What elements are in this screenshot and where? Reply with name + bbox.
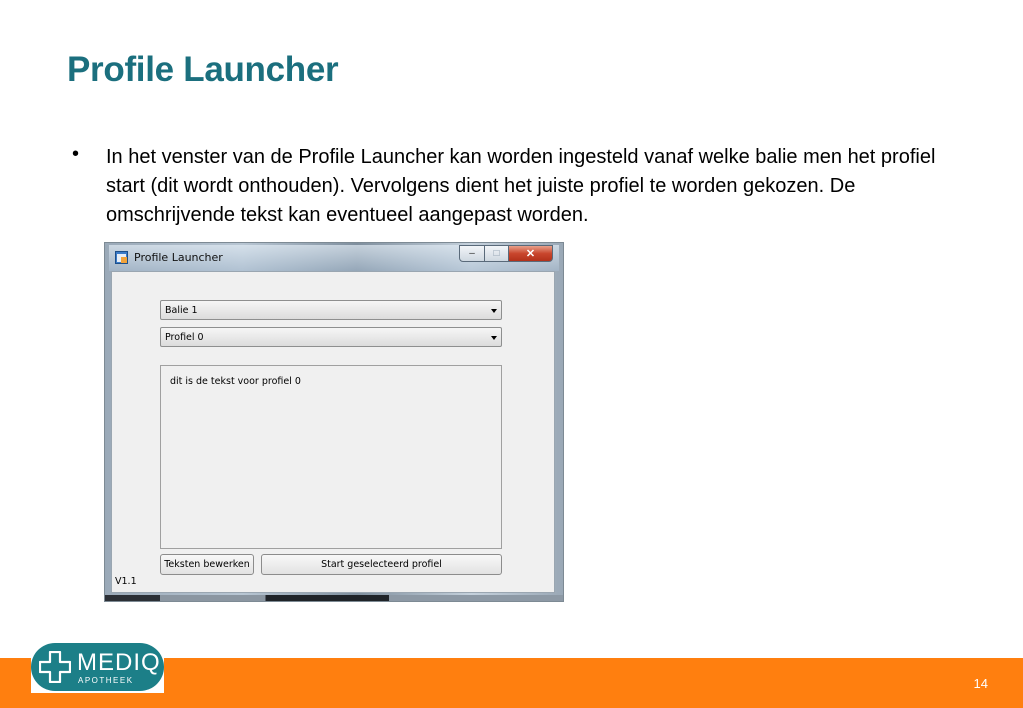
- profiel-select[interactable]: [160, 327, 502, 347]
- app-window-icon: [115, 251, 128, 264]
- background-taskbar-strip: [105, 595, 563, 601]
- logo-word: MEDIQ: [77, 649, 161, 676]
- close-icon: ✕: [525, 248, 536, 260]
- window-title: Profile Launcher: [134, 251, 223, 264]
- logo-subtitle: APOTHEEK: [78, 676, 134, 685]
- mediq-cross-icon: [39, 651, 71, 683]
- logo-badge: [31, 643, 164, 691]
- version-label: V1.1: [115, 576, 137, 587]
- page-number: 14: [973, 676, 988, 691]
- chevron-down-icon: [491, 309, 497, 313]
- maximize-button[interactable]: [485, 245, 509, 262]
- minimize-icon: –: [469, 248, 475, 259]
- maximize-icon: □: [493, 248, 500, 259]
- balie-select[interactable]: [160, 300, 502, 320]
- window-controls: [459, 245, 553, 263]
- balie-select-value: Balie 1: [165, 305, 198, 316]
- profile-description-textarea[interactable]: [160, 365, 502, 549]
- window-client-area: [111, 271, 555, 593]
- window-titlebar[interactable]: [109, 245, 559, 271]
- bullet-text: In het venster van de Profile Launcher kan worden ingesteld vanaf welke balie men het profiel start (dit wordt onthouden). Vervolgens dient het juiste profiel te worden gekozen. De omschrijvende tekst kan eventueel aangepast worden.: [106, 146, 936, 226]
- profile-description-text: dit is de tekst voor profiel 0: [170, 376, 301, 387]
- slide-title: Profile Launcher: [67, 50, 339, 89]
- chevron-down-icon: [491, 336, 497, 340]
- mediq-logo: [31, 643, 164, 693]
- start-profile-button[interactable]: Start geselecteerd profiel: [261, 554, 502, 575]
- edit-texts-button[interactable]: Teksten bewerken: [160, 554, 254, 575]
- profiel-select-value: Profiel 0: [165, 332, 204, 343]
- bullet-marker: •: [72, 143, 80, 165]
- profile-launcher-screenshot: [104, 242, 564, 602]
- close-button[interactable]: [509, 245, 553, 262]
- minimize-button[interactable]: [459, 245, 485, 262]
